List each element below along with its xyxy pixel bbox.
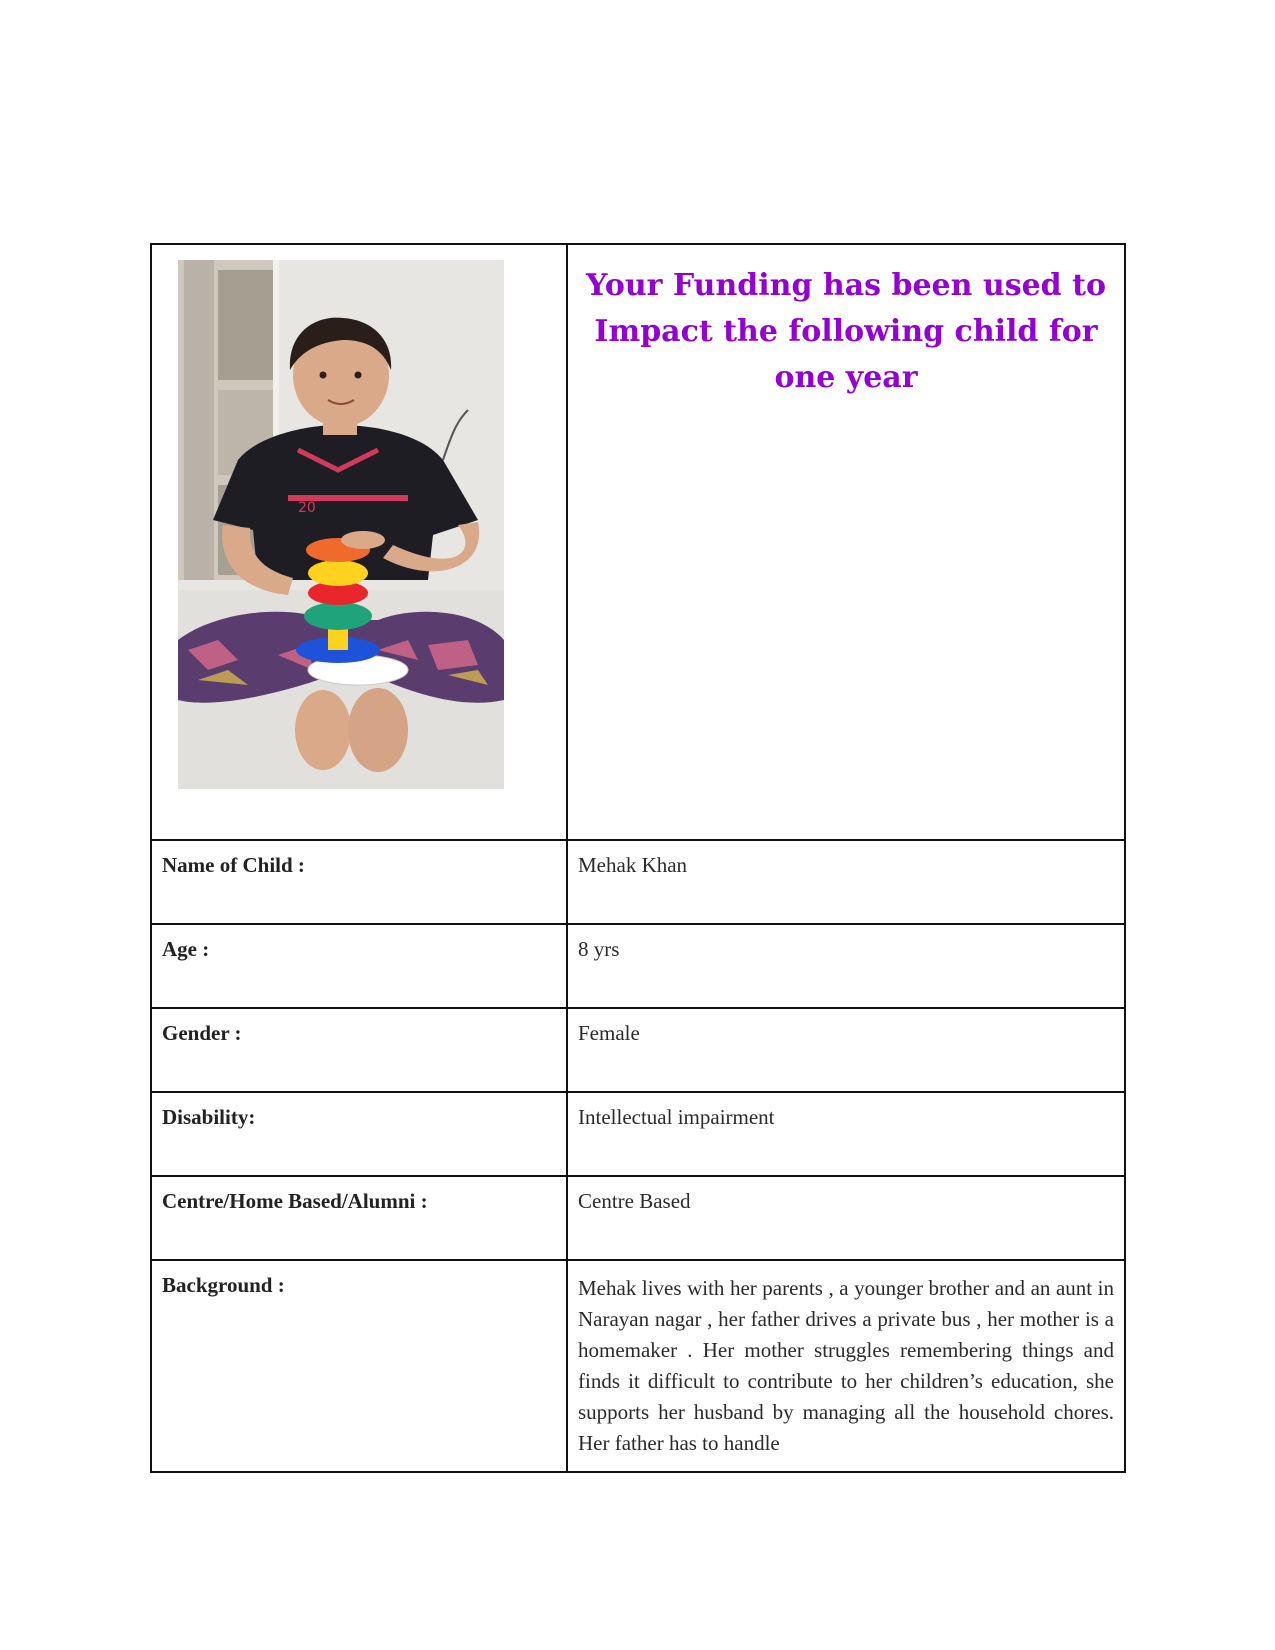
- field-row-gender: [151, 1008, 1125, 1092]
- label-cell: [151, 1008, 567, 1092]
- child-profile-table: [150, 243, 1126, 1473]
- label-cell: [151, 1260, 567, 1472]
- value-cell: [567, 1176, 1125, 1260]
- field-row-disability: [151, 1092, 1125, 1176]
- value-cell: [567, 1260, 1125, 1472]
- age-value: 8 yrs: [578, 937, 620, 961]
- funding-headline: Your Funding has been used to Impact the following child for one year: [586, 268, 1106, 395]
- field-row-age: [151, 924, 1125, 1008]
- svg-text:20: 20: [298, 500, 316, 516]
- field-row-centre: [151, 1176, 1125, 1260]
- field-row-name: [151, 840, 1125, 924]
- value-cell: [567, 1008, 1125, 1092]
- label-cell: [151, 840, 567, 924]
- background-text: Mehak lives with her parents , a younger brother and an aunt in Narayan nagar , her father drives a private bus , her mother is a homemaker . Her mother struggles remembering things and finds it difficult to contribute to her children’s education, she supports her husband by managing all the household chores. Her father has to handle: [578, 1276, 1114, 1455]
- gender-value: Female: [578, 1021, 640, 1045]
- disability-label: Disability:: [162, 1105, 256, 1129]
- gender-label: Gender :: [162, 1021, 242, 1045]
- value-cell: [567, 924, 1125, 1008]
- label-cell: [151, 1176, 567, 1260]
- value-cell: [567, 1092, 1125, 1176]
- headline-cell: [567, 244, 1125, 840]
- value-cell: [567, 840, 1125, 924]
- centre-label: Centre/Home Based/Alumni :: [162, 1189, 428, 1213]
- age-label: Age :: [162, 937, 210, 961]
- photo-cell: [151, 244, 567, 840]
- name-value: Mehak Khan: [578, 853, 688, 877]
- field-row-background: [151, 1260, 1125, 1472]
- disability-value: Intellectual impairment: [578, 1105, 775, 1129]
- name-label: Name of Child :: [162, 853, 305, 877]
- child-photo: [178, 260, 504, 789]
- label-cell: [151, 924, 567, 1008]
- background-label: Background :: [162, 1273, 285, 1297]
- label-cell: [151, 1092, 567, 1176]
- centre-value: Centre Based: [578, 1189, 691, 1213]
- header-row: [151, 244, 1125, 840]
- child-photo-icon: [178, 260, 504, 789]
